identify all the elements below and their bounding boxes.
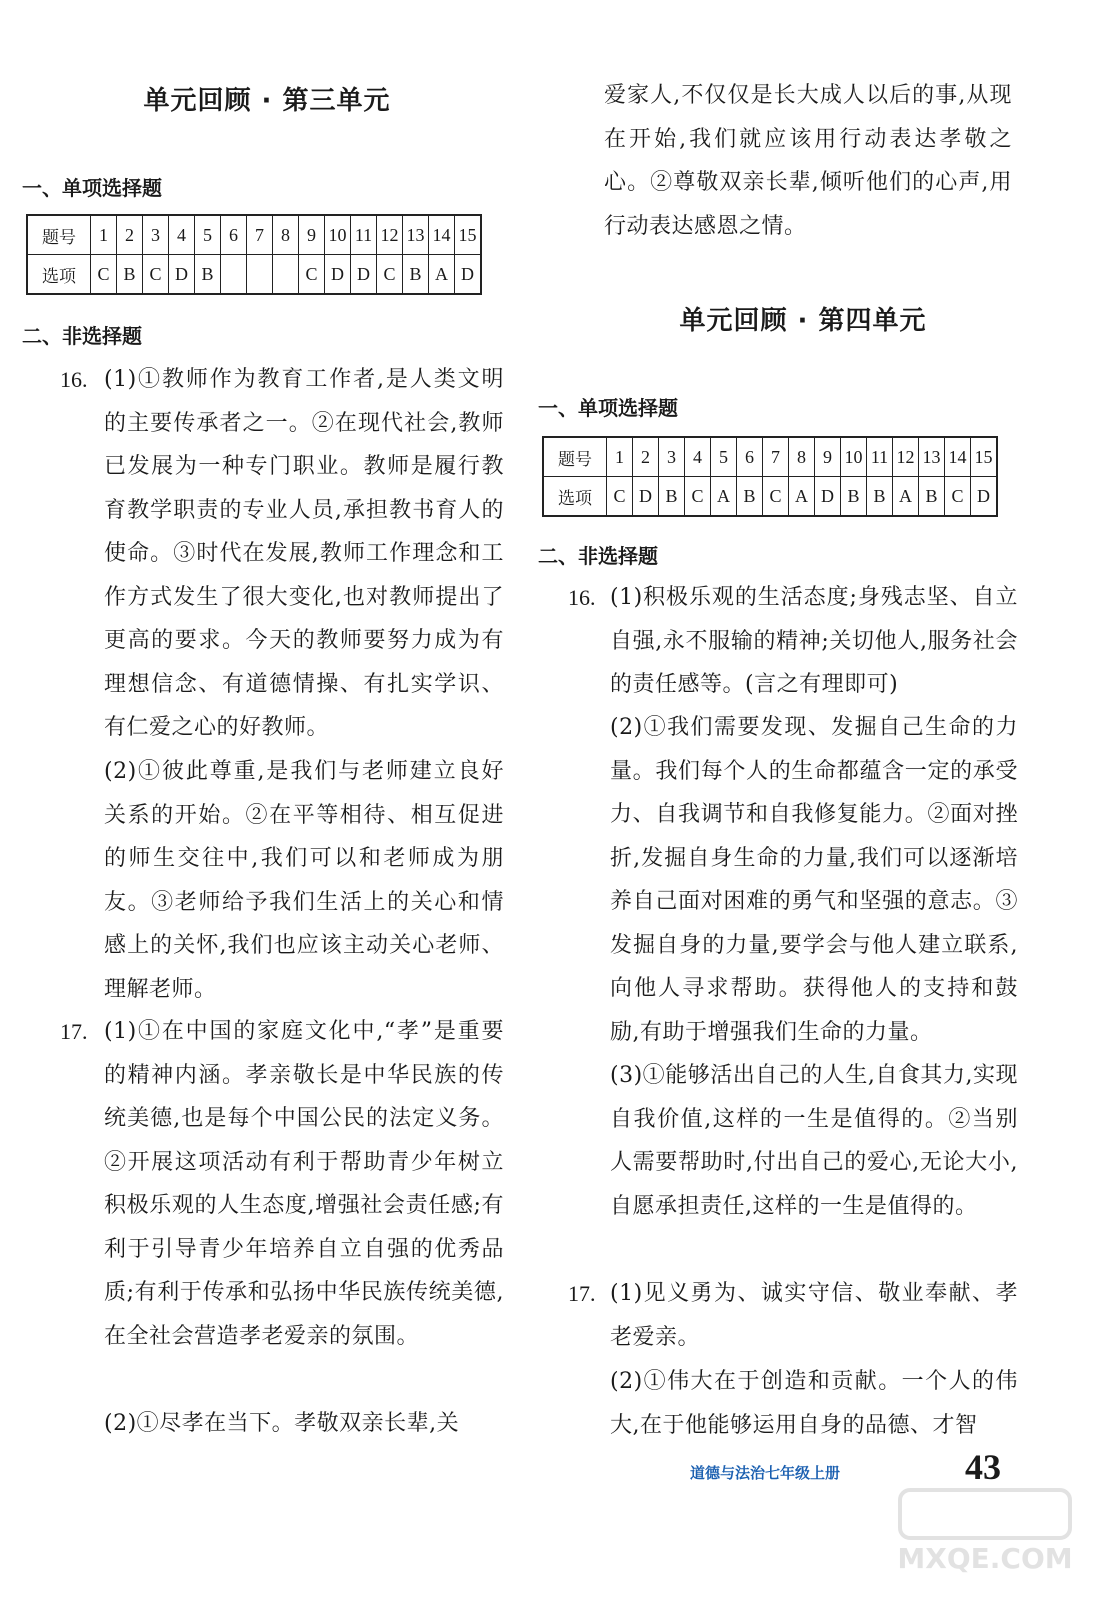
q16-number: 16. (60, 367, 88, 392)
answer-cell: B (659, 477, 685, 517)
answer-cell: A (711, 477, 737, 517)
question-number-cell: 4 (169, 215, 195, 255)
answer-cell: D (169, 255, 195, 295)
answer-cell: B (919, 477, 945, 517)
question-number-cell: 3 (143, 215, 169, 255)
row-label-number: 题号 (27, 215, 91, 255)
question-number-cell: 1 (607, 437, 633, 477)
q17-part1-text: (1)①在中国的家庭文化中,“孝”是重要的精神内涵。孝亲敬长是中华民族的传统美德,也是每个中国公民的法定义务。②开展这项活动有利于帮助青少年树立积极乐观的人生态度,增强社会责任感;有利于引导青少年培养自立自强的优秀品质;有利于传承和弘扬中华民族传统美德,在全社会营造孝老爱亲的氛围。 (104, 1019, 504, 1349)
q17-part1-text: (1)见义勇为、诚实守信、敬业奉献、孝老爱亲。 (610, 1281, 1018, 1350)
q17-part2-text: (2)①伟大在于创造和贡献。一个人的伟大,在于他能够运用自身的品德、才智 (610, 1369, 1018, 1438)
unit3-section1-heading: 一、单项选择题 (22, 176, 162, 200)
answer-cell: C (607, 477, 633, 517)
question-number-cell: 7 (247, 215, 273, 255)
answer-cell (247, 255, 273, 295)
question-number-cell: 8 (273, 215, 299, 255)
answer-cell: D (351, 255, 377, 295)
question-number-cell: 14 (429, 215, 455, 255)
answer-cell: B (737, 477, 763, 517)
question-number-cell: 2 (117, 215, 143, 255)
question-number-cell: 11 (351, 215, 377, 255)
left-column (22, 0, 522, 1600)
answer-cell: C (143, 255, 169, 295)
question-number-cell: 15 (455, 215, 482, 255)
question-number-cell: 11 (867, 437, 893, 477)
answer-cell: C (763, 477, 789, 517)
answer-cell: D (455, 255, 482, 295)
question-number-cell: 2 (633, 437, 659, 477)
table-row-numbers (543, 437, 997, 477)
question-number-cell: 13 (403, 215, 429, 255)
row-label-answer: 选项 (27, 255, 91, 295)
question-number-cell: 15 (971, 437, 998, 477)
answer-cell: B (403, 255, 429, 295)
answer-cell: C (377, 255, 403, 295)
q16-part2-text: (2)①彼此尊重,是我们与老师建立良好关系的开始。②在平等相待、相互促进的师生交往中,我们可以和老师成为朋友。③老师给予我们生活上的关心和情感上的关怀,我们也应该主动关心老师、理解老师。 (104, 759, 504, 1002)
table-row-answers (543, 477, 997, 517)
q17-part2-text: (2)①尽孝在当下。孝敬双亲长辈,关 (104, 1411, 460, 1436)
footer-book-title: 道德与法治七年级上册 (690, 1464, 841, 1482)
table-row-answers (27, 255, 481, 295)
q16-part3-text: (3)①能够活出自己的人生,自食其力,实现自我价值,这样的一生是值得的。②当别人需要帮助时,付出自己的爱心,无论大小,自愿承担责任,这样的一生是值得的。 (610, 1063, 1018, 1219)
answer-cell: D (325, 255, 351, 295)
q16-part1-text: (1)积极乐观的生活态度;身残志坚、自立自强,永不服输的精神;关切他人,服务社会的责任感等。(言之有理即可) (610, 585, 1018, 697)
row-label-answer: 选项 (543, 477, 607, 517)
q17-number: 17. (568, 1281, 596, 1306)
question-number-cell: 12 (893, 437, 919, 477)
answer-cell: D (633, 477, 659, 517)
question-number-cell: 12 (377, 215, 403, 255)
answer-cell: C (299, 255, 325, 295)
answer-cell: B (867, 477, 893, 517)
question-number-cell: 5 (195, 215, 221, 255)
q17-number: 17. (60, 1019, 88, 1044)
question-number-cell: 5 (711, 437, 737, 477)
answer-cell: A (429, 255, 455, 295)
answer-cell: A (893, 477, 919, 517)
question-number-cell: 3 (659, 437, 685, 477)
answer-cell: C (91, 255, 117, 295)
unit4-title: 单元回顾 · 第四单元 (679, 306, 927, 336)
answer-cell (221, 255, 247, 295)
answer-cell: B (117, 255, 143, 295)
question-number-cell: 6 (221, 215, 247, 255)
question-number-cell: 9 (815, 437, 841, 477)
question-number-cell: 1 (91, 215, 117, 255)
watermark-logo (880, 1480, 1090, 1590)
question-number-cell: 6 (737, 437, 763, 477)
question-number-cell: 4 (685, 437, 711, 477)
unit4-section1-heading: 一、单项选择题 (538, 396, 678, 420)
unit3-answer-table (26, 214, 482, 295)
page-number: 43 (965, 1447, 1001, 1487)
answer-cell: C (945, 477, 971, 517)
watermark-text: MXQE.COM (897, 1542, 1073, 1575)
answer-cell: A (789, 477, 815, 517)
question-number-cell: 7 (763, 437, 789, 477)
q16-number: 16. (568, 585, 596, 610)
row-label-number: 题号 (543, 437, 607, 477)
answer-cell: B (841, 477, 867, 517)
unit3-q17-continued-text: 爱家人,不仅仅是长大成人以后的事,从现在开始,我们就应该用行动表达孝敬之心。②尊敬双亲长辈,倾听他们的心声,用行动表达感恩之情。 (604, 83, 1012, 239)
question-number-cell: 8 (789, 437, 815, 477)
right-column (538, 0, 1078, 1600)
table-row-numbers (27, 215, 481, 255)
unit3-section2-heading: 二、非选择题 (22, 324, 142, 348)
question-number-cell: 10 (325, 215, 351, 255)
answer-cell: B (195, 255, 221, 295)
answer-cell: C (685, 477, 711, 517)
q16-part1-text: (1)①教师作为教育工作者,是人类文明的主要传承者之一。②在现代社会,教师已发展为一种专门职业。教师是履行教育教学职责的专业人员,承担教书育人的使命。③时代在发展,教师工作理念和工作方式发生了很大变化,也对教师提出了更高的要求。今天的教师要努力成为有理想信念、有道德情操、有扎实学识、有仁爱之心的好教师。 (104, 367, 504, 740)
question-number-cell: 9 (299, 215, 325, 255)
unit4-section2-heading: 二、非选择题 (538, 544, 658, 568)
question-number-cell: 13 (919, 437, 945, 477)
q16-part2-text: (2)①我们需要发现、发掘自己生命的力量。我们每个人的生命都蕴含一定的承受力、自我调节和自我修复能力。②面对挫折,发掘自身生命的力量,我们可以逐渐培养自己面对困难的勇气和坚强的意志。③发掘自身的力量,要学会与他人建立联系,向他人寻求帮助。获得他人的支持和鼓励,有助于增强我们生命的力量。 (610, 715, 1018, 1045)
question-number-cell: 10 (841, 437, 867, 477)
unit4-answer-table (542, 436, 998, 517)
unit3-title: 单元回顾 · 第三单元 (143, 86, 391, 116)
answer-cell (273, 255, 299, 295)
answer-cell: D (971, 477, 998, 517)
answer-cell: D (815, 477, 841, 517)
question-number-cell: 14 (945, 437, 971, 477)
